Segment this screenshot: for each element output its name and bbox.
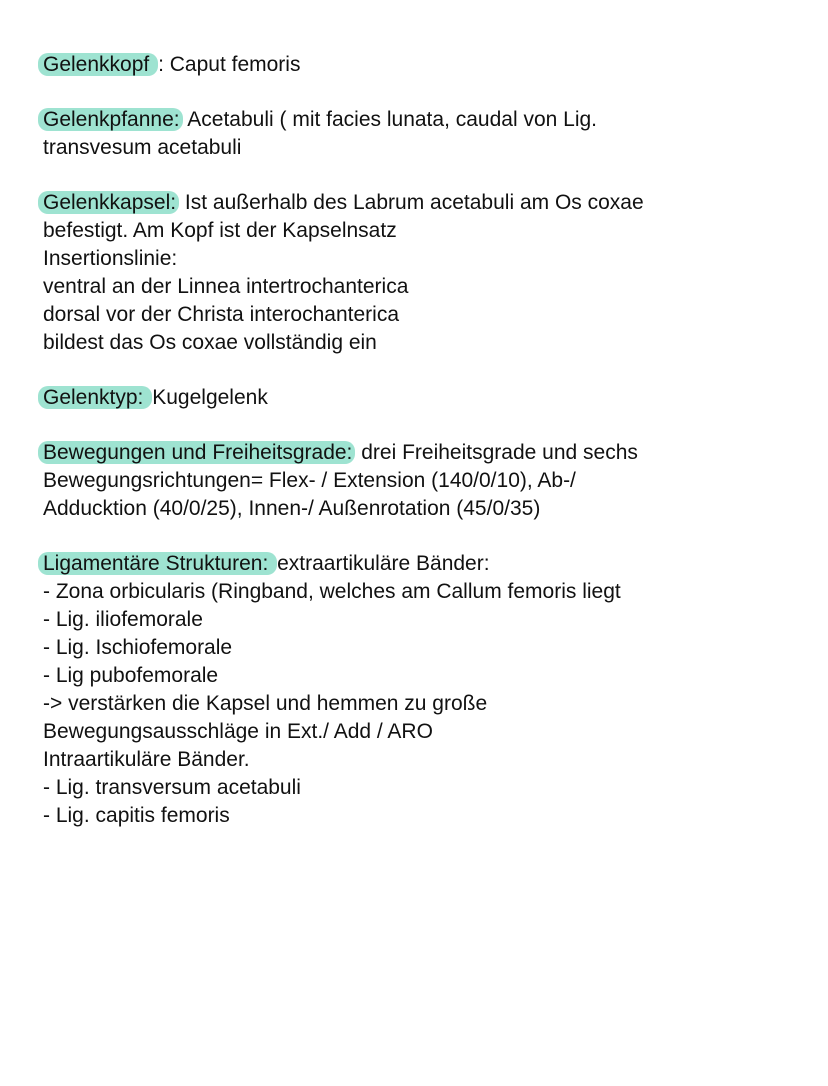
section-gelenkkapsel [43, 189, 803, 357]
section-text: extraartikuläre Bänder: [277, 552, 490, 575]
text-line: Bewegungsrichtungen= Flex- / Extension (140/0/10), Ab-/ [43, 469, 576, 492]
section-heading-line [43, 384, 803, 412]
text-line: Intraartikuläre Bänder. [43, 748, 250, 771]
text-line: - Lig. transversum acetabuli [43, 776, 301, 799]
highlighted-label: Ligamentäre Strukturen: [38, 552, 277, 575]
section-text: : Caput femoris [158, 53, 301, 76]
text-line: - Zona orbicularis (Ringband, welches am Callum femoris liegt [43, 580, 621, 603]
text-line: Bewegungsausschläge in Ext./ Add / ARO [43, 720, 433, 743]
section-gelenkpfanne [43, 106, 803, 162]
section-text: Kugelgelenk [152, 386, 268, 409]
section-ligamentaere-strukturen [43, 550, 803, 830]
text-line: bildest das Os coxae vollständig ein [43, 331, 377, 354]
section-heading-line [43, 189, 803, 217]
section-gelenkkopf [43, 51, 803, 79]
section-text: drei Freiheitsgrade und sechs [355, 441, 638, 464]
document-page [43, 51, 803, 857]
text-line: Insertionslinie: [43, 247, 178, 270]
section-heading-line [43, 106, 803, 134]
text-line: Adducktion (40/0/25), Innen-/ Außenrotation (45/0/35) [43, 497, 541, 520]
section-heading-line [43, 439, 803, 467]
text-line: ventral an der Linnea intertrochanterica [43, 275, 409, 298]
section-text: Ist außerhalb des Labrum acetabuli am Os coxae [179, 191, 644, 214]
section-heading-line [43, 550, 803, 578]
highlighted-label: Gelenkpfanne: [38, 108, 183, 131]
highlighted-label: Gelenkkapsel: [38, 191, 179, 214]
text-line: - Lig pubofemorale [43, 664, 219, 687]
highlighted-label: Gelenktyp: [38, 386, 152, 409]
text-line: dorsal vor der Christa interochanterica [43, 303, 399, 326]
text-line: - Lig. capitis femoris [43, 804, 230, 827]
text-line: -> verstärken die Kapsel und hemmen zu große [43, 692, 488, 715]
text-line: befestigt. Am Kopf ist der Kapselnsatz [43, 219, 397, 242]
text-line: - Lig. Ischiofemorale [43, 636, 233, 659]
highlighted-label: Bewegungen und Freiheitsgrade: [38, 441, 355, 464]
text-line: transvesum acetabuli [43, 136, 242, 159]
section-text: Acetabuli ( mit facies lunata, caudal von Lig. [182, 108, 598, 131]
section-heading-line [43, 51, 803, 79]
section-gelenktyp [43, 384, 803, 412]
text-line: - Lig. iliofemorale [43, 608, 203, 631]
highlighted-label: Gelenkkopf [38, 53, 158, 76]
section-bewegungen [43, 439, 803, 523]
